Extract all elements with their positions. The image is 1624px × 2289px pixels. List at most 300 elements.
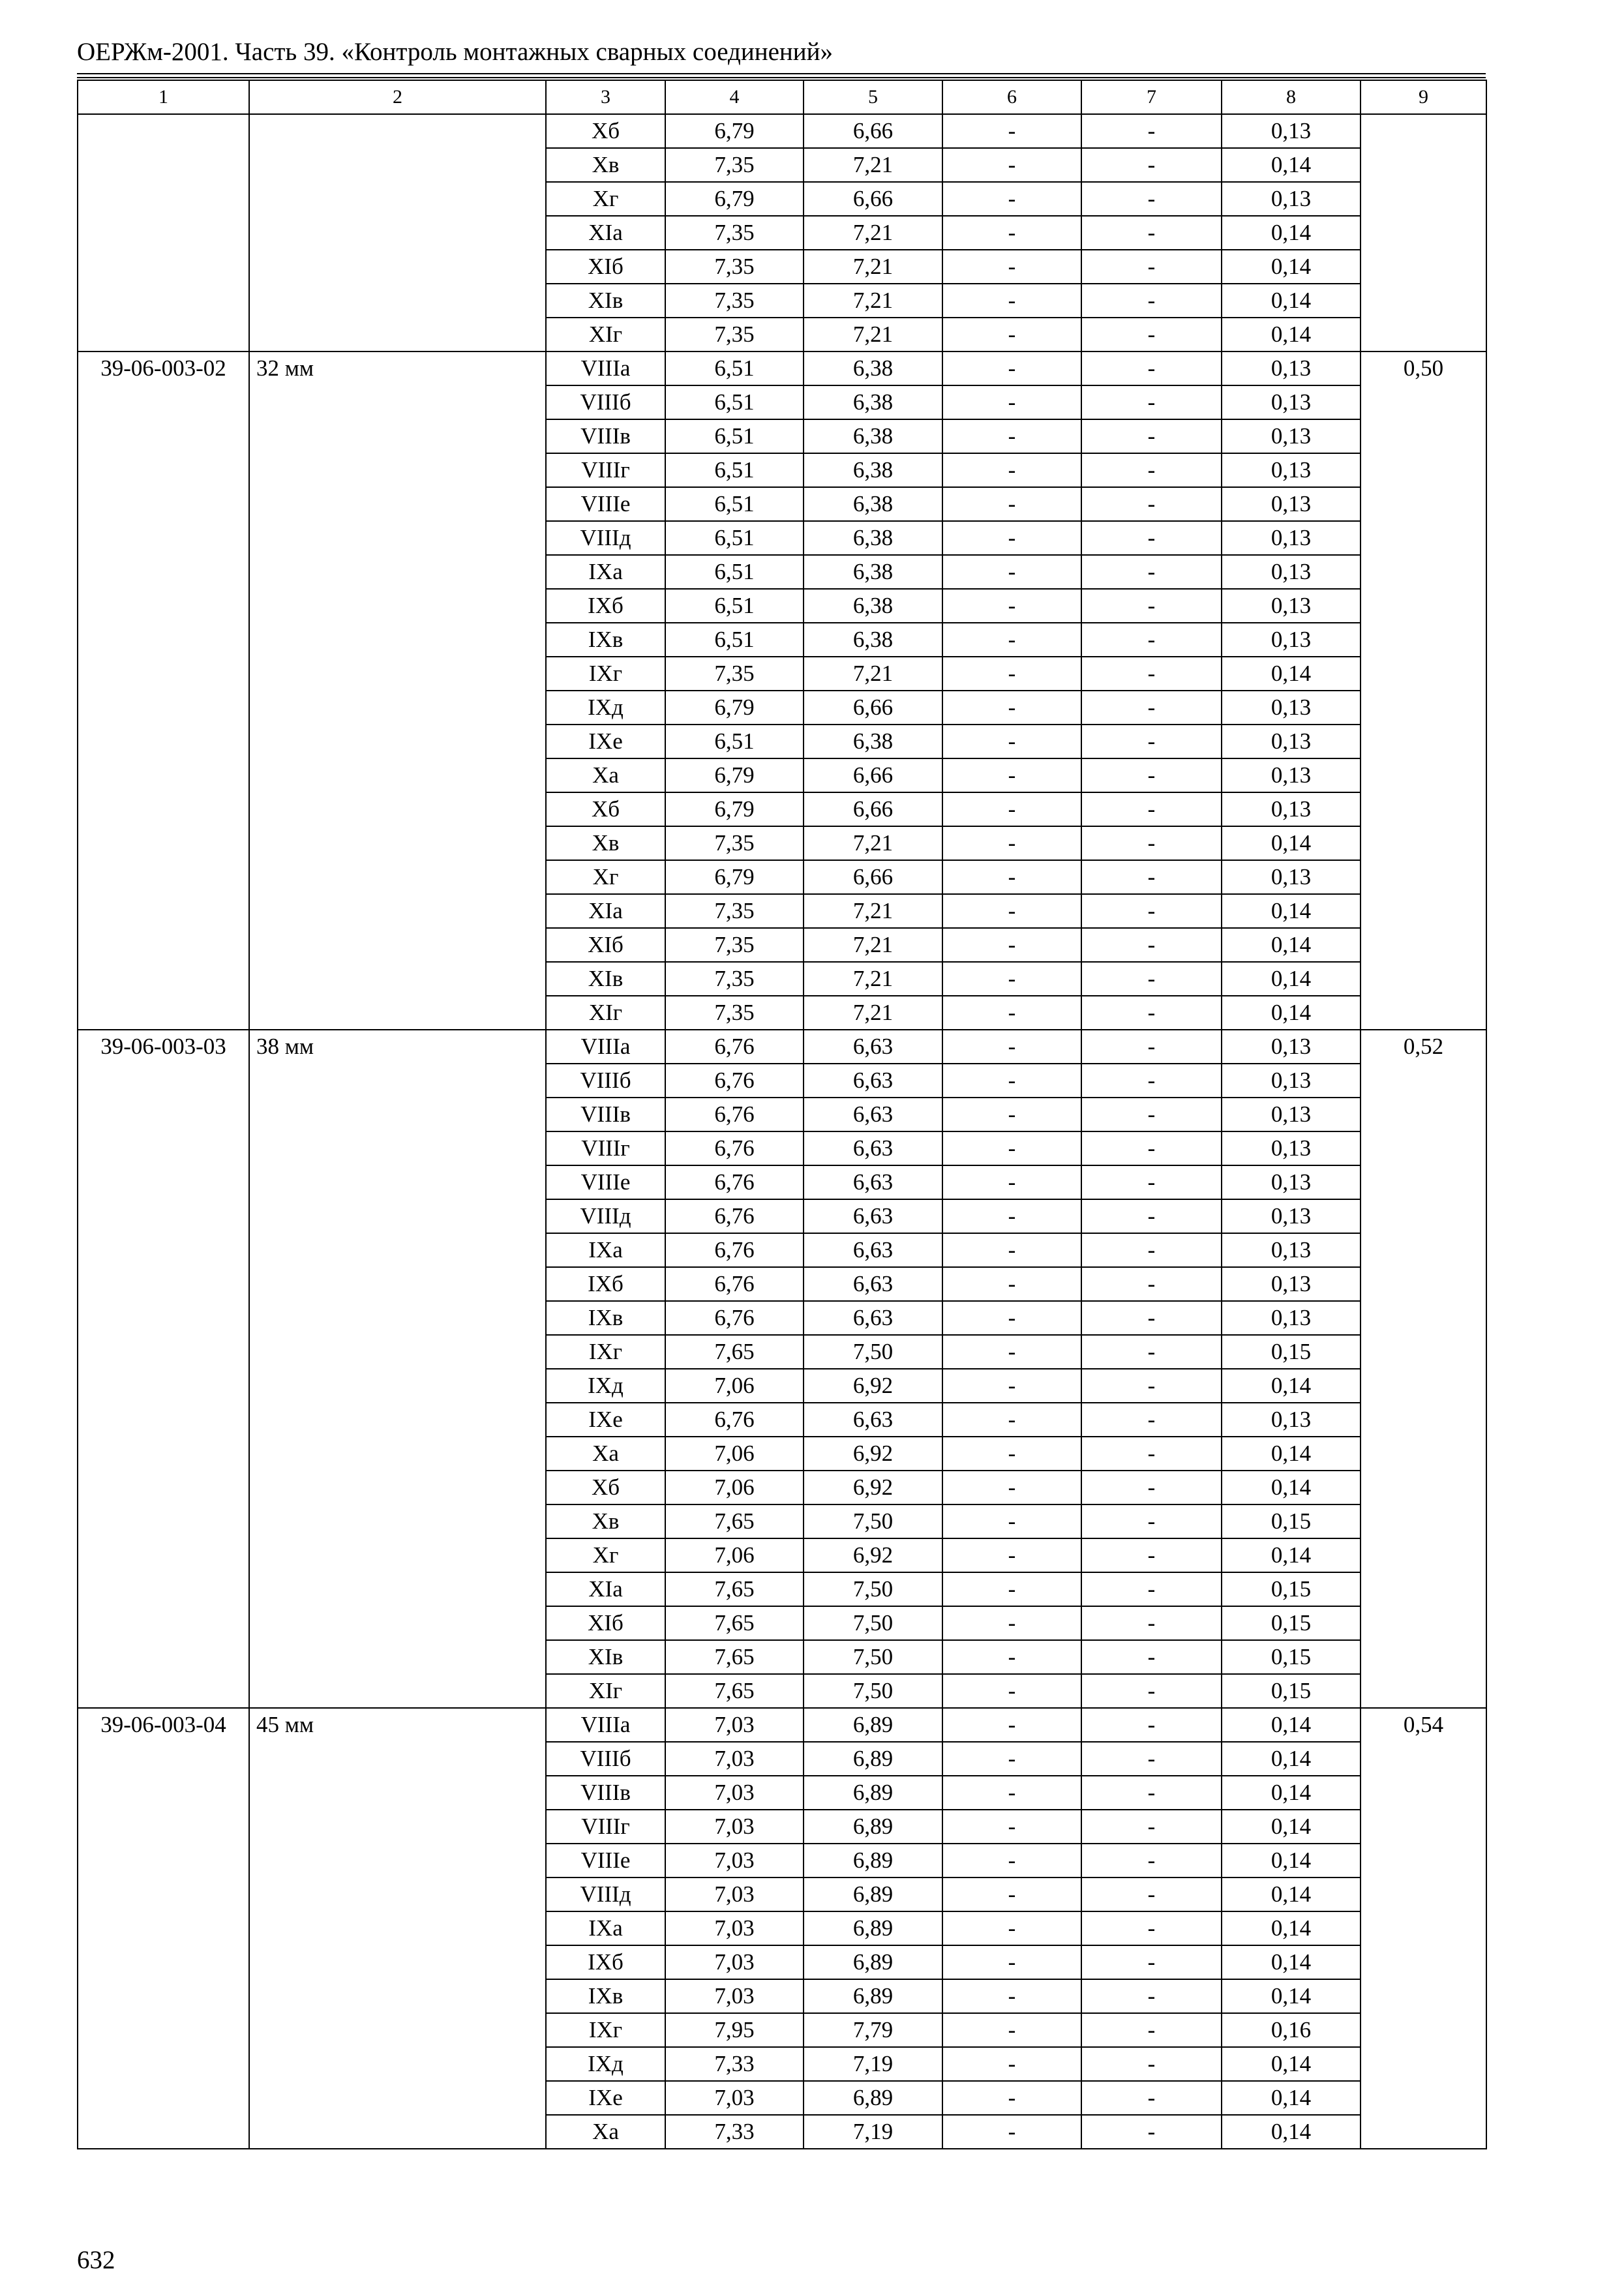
table-row	[78, 114, 1486, 148]
col5-cell: 6,38	[804, 555, 942, 589]
grade-cell: IХа	[546, 1233, 665, 1267]
grade-cell: VIIIд	[546, 1199, 665, 1233]
col6-cell: -	[942, 1437, 1081, 1471]
col8-cell: 0,13	[1222, 792, 1361, 826]
col8-cell: 0,15	[1222, 1606, 1361, 1640]
rate-name-cell: 38 мм	[249, 1030, 546, 1708]
col4-cell: 7,03	[665, 1810, 804, 1844]
col8-cell: 0,14	[1222, 1810, 1361, 1844]
norms-table-body	[78, 80, 1486, 2149]
col5-cell: 7,50	[804, 1674, 942, 1708]
col4-cell: 7,03	[665, 1945, 804, 1979]
col8-cell: 0,14	[1222, 1776, 1361, 1810]
col6-cell: -	[942, 2081, 1081, 2115]
grade-cell: IХд	[546, 691, 665, 725]
col6-cell: -	[942, 1267, 1081, 1301]
grade-cell: VIIIб	[546, 385, 665, 419]
col6-cell: -	[942, 1369, 1081, 1403]
col5-cell: 7,50	[804, 1572, 942, 1606]
col5-cell: 6,66	[804, 691, 942, 725]
col8-cell: 0,14	[1222, 928, 1361, 962]
col6-cell: -	[942, 996, 1081, 1030]
col7-cell: -	[1081, 1064, 1222, 1098]
col8-cell: 0,13	[1222, 1233, 1361, 1267]
rate-code-cell: 39-06-003-02	[78, 352, 249, 1030]
col7-cell: -	[1081, 1979, 1222, 2013]
col5-cell: 6,92	[804, 1538, 942, 1572]
col5-cell: 6,63	[804, 1301, 942, 1335]
col5-cell: 6,38	[804, 623, 942, 657]
col4-cell: 6,51	[665, 453, 804, 487]
grade-cell: Ха	[546, 758, 665, 792]
col6-cell: -	[942, 521, 1081, 555]
col5-cell: 6,89	[804, 2081, 942, 2115]
col4-cell: 6,51	[665, 419, 804, 453]
col8-cell: 0,14	[1222, 1911, 1361, 1945]
col4-cell: 6,76	[665, 1233, 804, 1267]
col5-cell: 6,89	[804, 1708, 942, 1742]
col7-cell: -	[1081, 453, 1222, 487]
grade-cell: IХе	[546, 2081, 665, 2115]
col5-cell: 6,89	[804, 1911, 942, 1945]
col5-cell: 6,63	[804, 1030, 942, 1064]
col6-cell: -	[942, 1708, 1081, 1742]
col5-cell: 7,21	[804, 148, 942, 182]
table-row	[78, 1708, 1486, 1742]
col7-cell: -	[1081, 1233, 1222, 1267]
col5-cell: 7,21	[804, 928, 942, 962]
column-number-9: 9	[1361, 80, 1486, 114]
col7-cell: -	[1081, 1538, 1222, 1572]
col4-cell: 6,76	[665, 1199, 804, 1233]
col7-cell: -	[1081, 1810, 1222, 1844]
col5-cell: 7,19	[804, 2047, 942, 2081]
col7-cell: -	[1081, 826, 1222, 860]
col7-cell: -	[1081, 623, 1222, 657]
col5-cell: 7,21	[804, 657, 942, 691]
col8-cell: 0,14	[1222, 250, 1361, 284]
col4-cell: 6,76	[665, 1030, 804, 1064]
column-number-2: 2	[249, 80, 546, 114]
col6-cell: -	[942, 453, 1081, 487]
grade-cell: Хг	[546, 860, 665, 894]
col6-cell: -	[942, 216, 1081, 250]
col8-cell: 0,15	[1222, 1640, 1361, 1674]
grade-cell: VIIIд	[546, 1878, 665, 1911]
col5-cell: 6,66	[804, 792, 942, 826]
col8-cell: 0,13	[1222, 860, 1361, 894]
col9-cell	[1361, 114, 1486, 352]
column-number-3: 3	[546, 80, 665, 114]
column-number-row	[78, 80, 1486, 114]
col5-cell: 7,50	[804, 1335, 942, 1369]
col4-cell: 7,03	[665, 1776, 804, 1810]
col4-cell: 7,06	[665, 1437, 804, 1471]
col4-cell: 7,35	[665, 657, 804, 691]
col5-cell: 6,38	[804, 419, 942, 453]
col4-cell: 7,35	[665, 962, 804, 996]
col4-cell: 7,35	[665, 318, 804, 352]
col4-cell: 7,35	[665, 894, 804, 928]
col8-cell: 0,13	[1222, 1165, 1361, 1199]
col8-cell: 0,14	[1222, 318, 1361, 352]
col8-cell: 0,13	[1222, 555, 1361, 589]
col8-cell: 0,14	[1222, 148, 1361, 182]
page-header-title: ОЕРЖм-2001. Часть 39. «Контроль монтажных сварных соединений»	[77, 38, 833, 66]
col8-cell: 0,15	[1222, 1504, 1361, 1538]
col7-cell: -	[1081, 1165, 1222, 1199]
grade-cell: ХIг	[546, 996, 665, 1030]
col7-cell: -	[1081, 1369, 1222, 1403]
col9-cell: 0,52	[1361, 1030, 1486, 1708]
col7-cell: -	[1081, 2013, 1222, 2047]
col5-cell: 6,89	[804, 1945, 942, 1979]
col5-cell: 6,66	[804, 758, 942, 792]
grade-cell: IХе	[546, 725, 665, 758]
col4-cell: 6,76	[665, 1267, 804, 1301]
col6-cell: -	[942, 1098, 1081, 1131]
grade-cell: ХIв	[546, 962, 665, 996]
col6-cell: -	[942, 1810, 1081, 1844]
col5-cell: 7,21	[804, 284, 942, 318]
col5-cell: 6,38	[804, 352, 942, 385]
grade-cell: IХа	[546, 1911, 665, 1945]
col5-cell: 7,50	[804, 1640, 942, 1674]
col9-cell: 0,50	[1361, 352, 1486, 1030]
col6-cell: -	[942, 1471, 1081, 1504]
col6-cell: -	[942, 1844, 1081, 1878]
col7-cell: -	[1081, 2115, 1222, 2149]
col6-cell: -	[942, 1064, 1081, 1098]
col6-cell: -	[942, 1165, 1081, 1199]
grade-cell: IХг	[546, 657, 665, 691]
grade-cell: ХIг	[546, 318, 665, 352]
col7-cell: -	[1081, 385, 1222, 419]
col7-cell: -	[1081, 1471, 1222, 1504]
col8-cell: 0,14	[1222, 1945, 1361, 1979]
col6-cell: -	[942, 1199, 1081, 1233]
col5-cell: 6,66	[804, 114, 942, 148]
col4-cell: 7,03	[665, 1911, 804, 1945]
grade-cell: VIIIг	[546, 1131, 665, 1165]
col7-cell: -	[1081, 284, 1222, 318]
col8-cell: 0,14	[1222, 284, 1361, 318]
col7-cell: -	[1081, 792, 1222, 826]
grade-cell: Хв	[546, 1504, 665, 1538]
col6-cell: -	[942, 2047, 1081, 2081]
col6-cell: -	[942, 758, 1081, 792]
col5-cell: 6,38	[804, 725, 942, 758]
column-number-5: 5	[804, 80, 942, 114]
grade-cell: VIIIв	[546, 1098, 665, 1131]
col7-cell: -	[1081, 725, 1222, 758]
rate-code-cell: 39-06-003-03	[78, 1030, 249, 1708]
col7-cell: -	[1081, 1640, 1222, 1674]
col6-cell: -	[942, 1572, 1081, 1606]
col4-cell: 6,79	[665, 792, 804, 826]
grade-cell: IХе	[546, 1403, 665, 1437]
col8-cell: 0,13	[1222, 453, 1361, 487]
col8-cell: 0,14	[1222, 1742, 1361, 1776]
col5-cell: 6,89	[804, 1878, 942, 1911]
col5-cell: 6,92	[804, 1437, 942, 1471]
grade-cell: VIIIв	[546, 1776, 665, 1810]
col7-cell: -	[1081, 1674, 1222, 1708]
col7-cell: -	[1081, 1776, 1222, 1810]
column-number-8: 8	[1222, 80, 1361, 114]
col6-cell: -	[942, 1911, 1081, 1945]
col6-cell: -	[942, 860, 1081, 894]
col8-cell: 0,14	[1222, 826, 1361, 860]
col7-cell: -	[1081, 2081, 1222, 2115]
col7-cell: -	[1081, 1606, 1222, 1640]
col7-cell: -	[1081, 996, 1222, 1030]
col8-cell: 0,14	[1222, 657, 1361, 691]
rate-name-cell	[249, 114, 546, 352]
col7-cell: -	[1081, 352, 1222, 385]
col4-cell: 7,35	[665, 216, 804, 250]
col5-cell: 6,89	[804, 1776, 942, 1810]
col4-cell: 6,51	[665, 352, 804, 385]
col6-cell: -	[942, 318, 1081, 352]
col7-cell: -	[1081, 487, 1222, 521]
col7-cell: -	[1081, 1878, 1222, 1911]
col8-cell: 0,14	[1222, 1369, 1361, 1403]
col6-cell: -	[942, 792, 1081, 826]
col6-cell: -	[942, 928, 1081, 962]
page-number: 632	[77, 2246, 115, 2274]
col6-cell: -	[942, 2115, 1081, 2149]
col4-cell: 6,51	[665, 521, 804, 555]
grade-cell: VIIIб	[546, 1742, 665, 1776]
col5-cell: 6,63	[804, 1064, 942, 1098]
col6-cell: -	[942, 2013, 1081, 2047]
grade-cell: IХг	[546, 1335, 665, 1369]
grade-cell: ХIг	[546, 1674, 665, 1708]
col7-cell: -	[1081, 894, 1222, 928]
col4-cell: 6,79	[665, 860, 804, 894]
col5-cell: 6,66	[804, 182, 942, 216]
grade-cell: VIIIб	[546, 1064, 665, 1098]
col7-cell: -	[1081, 1742, 1222, 1776]
col7-cell: -	[1081, 1572, 1222, 1606]
col8-cell: 0,14	[1222, 1538, 1361, 1572]
col6-cell: -	[942, 555, 1081, 589]
col8-cell: 0,13	[1222, 114, 1361, 148]
col6-cell: -	[942, 1335, 1081, 1369]
col4-cell: 7,35	[665, 996, 804, 1030]
grade-cell: VIIIг	[546, 1810, 665, 1844]
col5-cell: 6,63	[804, 1403, 942, 1437]
grade-cell: IХв	[546, 623, 665, 657]
grade-cell: ХIв	[546, 284, 665, 318]
col7-cell: -	[1081, 216, 1222, 250]
column-number-7: 7	[1081, 80, 1222, 114]
col7-cell: -	[1081, 1335, 1222, 1369]
col8-cell: 0,14	[1222, 216, 1361, 250]
col7-cell: -	[1081, 1030, 1222, 1064]
col8-cell: 0,13	[1222, 758, 1361, 792]
grade-cell: ХIа	[546, 216, 665, 250]
col6-cell: -	[942, 250, 1081, 284]
grade-cell: IХб	[546, 1267, 665, 1301]
col4-cell: 7,03	[665, 2081, 804, 2115]
col8-cell: 0,13	[1222, 182, 1361, 216]
col4-cell: 6,79	[665, 114, 804, 148]
grade-cell: VIIIа	[546, 1030, 665, 1064]
col4-cell: 7,65	[665, 1640, 804, 1674]
col4-cell: 6,76	[665, 1064, 804, 1098]
col8-cell: 0,15	[1222, 1674, 1361, 1708]
column-number-4: 4	[665, 80, 804, 114]
col5-cell: 7,21	[804, 250, 942, 284]
col6-cell: -	[942, 1030, 1081, 1064]
col4-cell: 7,35	[665, 826, 804, 860]
col6-cell: -	[942, 826, 1081, 860]
col7-cell: -	[1081, 148, 1222, 182]
col8-cell: 0,14	[1222, 1437, 1361, 1471]
rate-code-cell	[78, 114, 249, 352]
col7-cell: -	[1081, 555, 1222, 589]
column-number-1: 1	[78, 80, 249, 114]
col4-cell: 6,79	[665, 691, 804, 725]
col5-cell: 6,63	[804, 1267, 942, 1301]
col8-cell: 0,14	[1222, 2047, 1361, 2081]
grade-cell: VIIIд	[546, 521, 665, 555]
col8-cell: 0,14	[1222, 1844, 1361, 1878]
col4-cell: 7,65	[665, 1504, 804, 1538]
col4-cell: 7,95	[665, 2013, 804, 2047]
col6-cell: -	[942, 623, 1081, 657]
col7-cell: -	[1081, 1301, 1222, 1335]
col7-cell: -	[1081, 318, 1222, 352]
col5-cell: 7,79	[804, 2013, 942, 2047]
col8-cell: 0,13	[1222, 1267, 1361, 1301]
col8-cell: 0,13	[1222, 1131, 1361, 1165]
col7-cell: -	[1081, 1131, 1222, 1165]
col6-cell: -	[942, 1131, 1081, 1165]
col8-cell: 0,15	[1222, 1572, 1361, 1606]
col7-cell: -	[1081, 691, 1222, 725]
col6-cell: -	[942, 284, 1081, 318]
col6-cell: -	[942, 1606, 1081, 1640]
col6-cell: -	[942, 1504, 1081, 1538]
col4-cell: 7,35	[665, 250, 804, 284]
col5-cell: 6,38	[804, 453, 942, 487]
col8-cell: 0,14	[1222, 894, 1361, 928]
col8-cell: 0,13	[1222, 1403, 1361, 1437]
grade-cell: ХIб	[546, 1606, 665, 1640]
col8-cell: 0,14	[1222, 1979, 1361, 2013]
col5-cell: 6,89	[804, 1979, 942, 2013]
col6-cell: -	[942, 1233, 1081, 1267]
col5-cell: 7,21	[804, 996, 942, 1030]
col5-cell: 7,21	[804, 216, 942, 250]
grade-cell: ХIа	[546, 894, 665, 928]
col5-cell: 6,63	[804, 1165, 942, 1199]
col7-cell: -	[1081, 419, 1222, 453]
col7-cell: -	[1081, 657, 1222, 691]
col4-cell: 6,76	[665, 1165, 804, 1199]
col7-cell: -	[1081, 962, 1222, 996]
grade-cell: VIIIа	[546, 352, 665, 385]
grade-cell: Хб	[546, 114, 665, 148]
table-row	[78, 352, 1486, 385]
col8-cell: 0,13	[1222, 623, 1361, 657]
grade-cell: VIIIе	[546, 1165, 665, 1199]
norms-table	[77, 80, 1487, 2149]
col4-cell: 6,79	[665, 182, 804, 216]
col4-cell: 7,03	[665, 1708, 804, 1742]
grade-cell: IХг	[546, 2013, 665, 2047]
col4-cell: 7,35	[665, 928, 804, 962]
col6-cell: -	[942, 657, 1081, 691]
col8-cell: 0,13	[1222, 1030, 1361, 1064]
col8-cell: 0,13	[1222, 1098, 1361, 1131]
col6-cell: -	[942, 962, 1081, 996]
grade-cell: IХа	[546, 555, 665, 589]
col4-cell: 6,76	[665, 1403, 804, 1437]
col7-cell: -	[1081, 182, 1222, 216]
col4-cell: 6,51	[665, 555, 804, 589]
col5-cell: 6,38	[804, 487, 942, 521]
table-row	[78, 1030, 1486, 1064]
col6-cell: -	[942, 487, 1081, 521]
col4-cell: 7,65	[665, 1674, 804, 1708]
col8-cell: 0,14	[1222, 996, 1361, 1030]
col6-cell: -	[942, 1640, 1081, 1674]
col4-cell: 6,76	[665, 1301, 804, 1335]
col6-cell: -	[942, 419, 1081, 453]
col4-cell: 6,51	[665, 725, 804, 758]
col7-cell: -	[1081, 1945, 1222, 1979]
col5-cell: 7,19	[804, 2115, 942, 2149]
grade-cell: Ха	[546, 2115, 665, 2149]
grade-cell: ХIб	[546, 928, 665, 962]
header-rule-bottom	[77, 77, 1486, 78]
col4-cell: 6,51	[665, 589, 804, 623]
col8-cell: 0,13	[1222, 521, 1361, 555]
grade-cell: IХд	[546, 1369, 665, 1403]
col5-cell: 6,63	[804, 1131, 942, 1165]
col7-cell: -	[1081, 1504, 1222, 1538]
col5-cell: 6,89	[804, 1742, 942, 1776]
col8-cell: 0,13	[1222, 352, 1361, 385]
col5-cell: 7,21	[804, 318, 942, 352]
rate-code-cell: 39-06-003-04	[78, 1708, 249, 2149]
col8-cell: 0,13	[1222, 1301, 1361, 1335]
col4-cell: 7,35	[665, 148, 804, 182]
col5-cell: 6,66	[804, 860, 942, 894]
rate-name-cell: 32 мм	[249, 352, 546, 1030]
col6-cell: -	[942, 1945, 1081, 1979]
col7-cell: -	[1081, 250, 1222, 284]
col5-cell: 6,63	[804, 1233, 942, 1267]
col4-cell: 7,35	[665, 284, 804, 318]
col8-cell: 0,14	[1222, 2081, 1361, 2115]
grade-cell: ХIа	[546, 1572, 665, 1606]
col7-cell: -	[1081, 589, 1222, 623]
col8-cell: 0,13	[1222, 1064, 1361, 1098]
grade-cell: ХIб	[546, 250, 665, 284]
col5-cell: 6,38	[804, 521, 942, 555]
col8-cell: 0,13	[1222, 419, 1361, 453]
col4-cell: 6,76	[665, 1098, 804, 1131]
header-rule-top	[77, 73, 1486, 74]
col4-cell: 6,51	[665, 385, 804, 419]
grade-cell: Ха	[546, 1437, 665, 1471]
col7-cell: -	[1081, 758, 1222, 792]
